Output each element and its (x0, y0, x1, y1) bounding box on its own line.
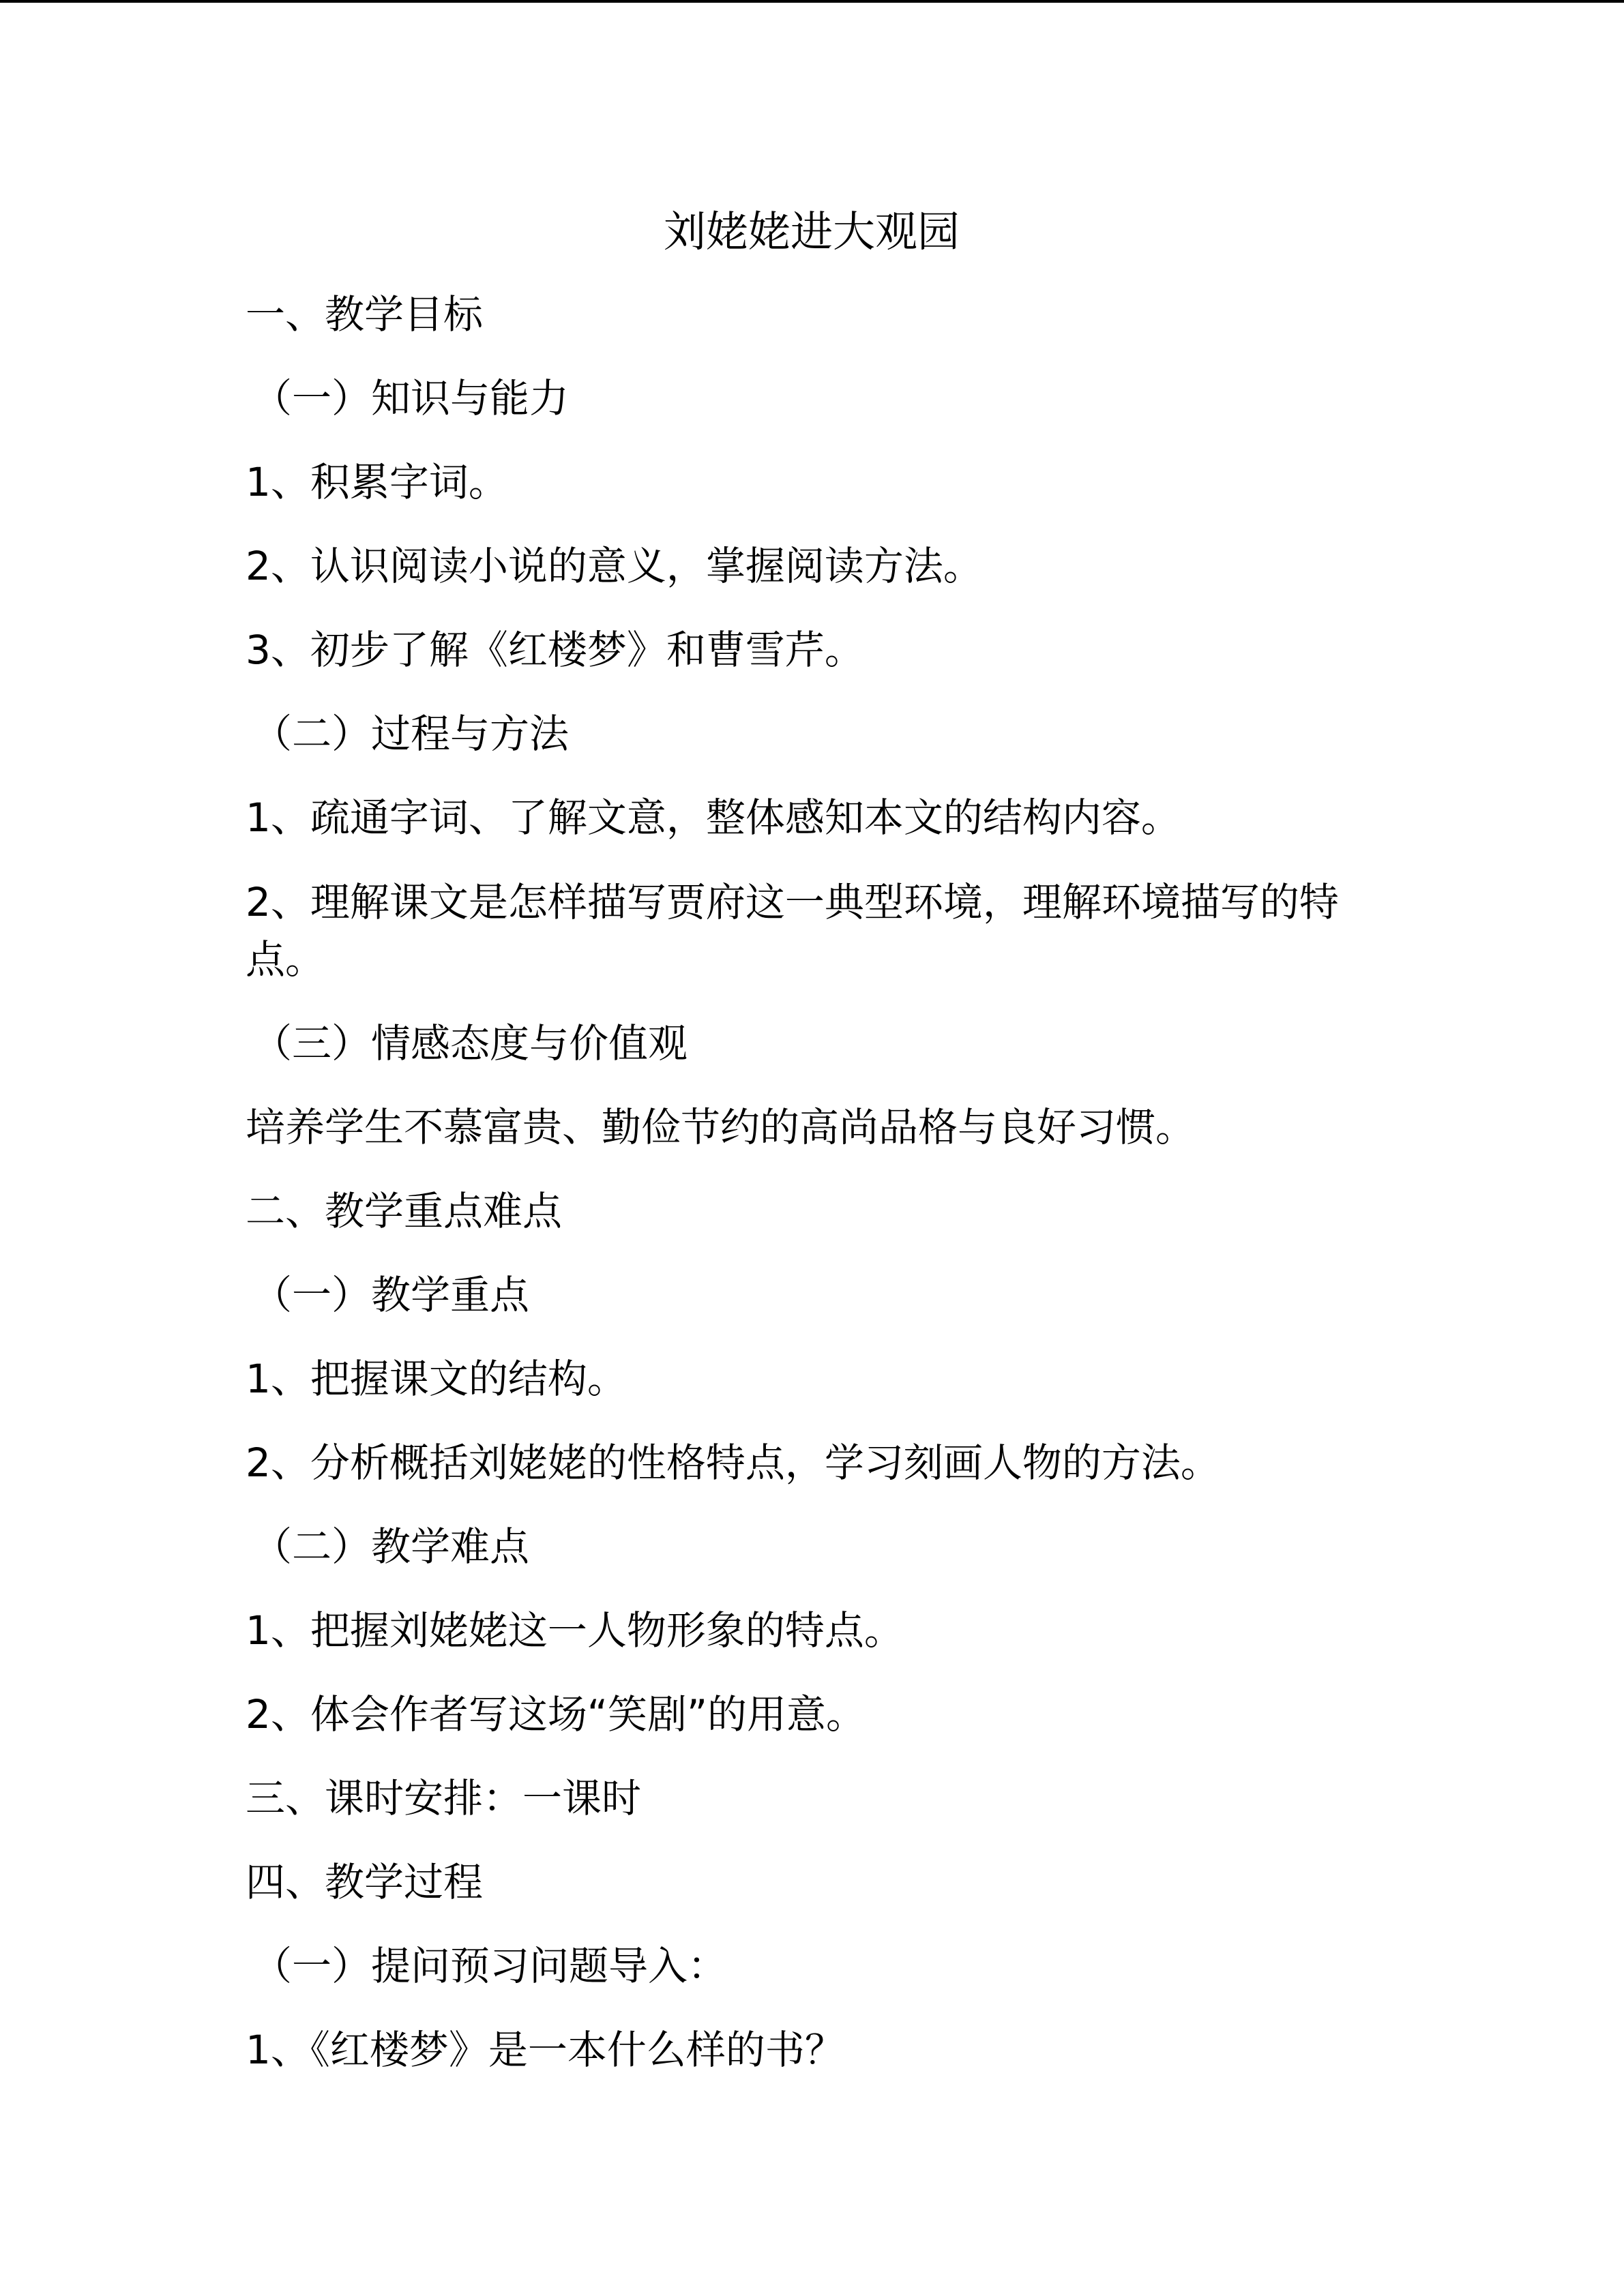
subheading-key-points: （一）教学重点 (252, 1272, 530, 1318)
subheading-knowledge-ability: （一）知识与能力 (252, 375, 570, 421)
paragraph: 培养学生不慕富贵、勤俭节约的高尚品格与良好习惯。 (246, 1104, 1196, 1150)
list-item: 2、分析概括刘姥姥的性格特点，学习刻画人物的方法。 (246, 1440, 1220, 1486)
subheading-preview-questions: （一）提问预习问题导入： (252, 1943, 728, 1989)
subheading-process-method: （二）过程与方法 (252, 711, 570, 757)
document-title: 刘姥姥进大观园 (663, 207, 960, 256)
document-page (246, 191, 1378, 2092)
list-item: 1、疏通字词、了解文意，整体感知本文的结构内容。 (246, 794, 1181, 841)
section-heading-schedule: 三、课时安排：一课时 (246, 1775, 642, 1821)
list-item: 1、把握课文的结构。 (246, 1356, 627, 1402)
list-item: 1、积累字词。 (246, 459, 508, 505)
list-item: 2、认识阅读小说的意义，掌握阅读方法。 (246, 543, 983, 589)
subheading-emotion-values: （三）情感态度与价值观 (252, 1020, 688, 1067)
list-item: 2、体会作者写这场“笑剧”的用意。 (246, 1691, 866, 1738)
list-item-wrapped: 2、理解课文是怎样描写贾府这一典型环境，理解环境描写的特点。 (246, 879, 1339, 983)
top-border-line (0, 0, 1624, 3)
list-item: 1、把握刘姥姥这一人物形象的特点。 (246, 1607, 904, 1654)
section-heading-objectives: 一、教学目标 (246, 291, 484, 338)
section-heading-key-points: 二、教学重点难点 (246, 1188, 563, 1234)
subheading-difficulties: （二）教学难点 (252, 1523, 530, 1570)
list-item: 1、《红楼梦》是一本什么样的书？ (246, 2027, 844, 2073)
list-item: 3、初步了解《红楼梦》和曹雪芹。 (246, 627, 864, 673)
section-heading-process: 四、教学过程 (246, 1859, 484, 1905)
